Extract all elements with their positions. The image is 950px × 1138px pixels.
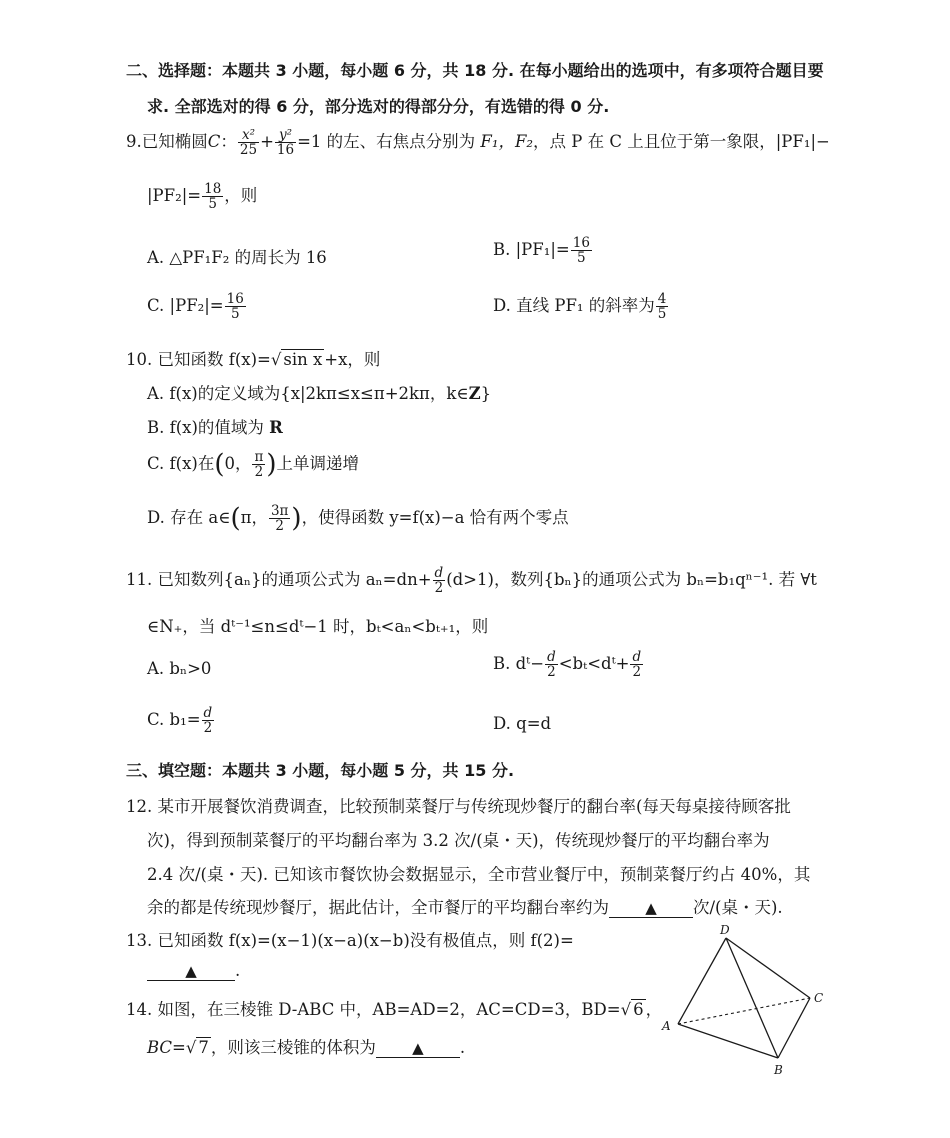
fraction: $\frac{4}{5}$ <box>657 291 667 323</box>
question-10-option-a: A. f(x)的定义域为{x|2kπ≤x≤π+2kπ，k∈Z} <box>147 384 492 403</box>
sqrt-content: sin x <box>283 350 323 369</box>
question-10-stem: 10. 已知函数 f(x)=√ sin x +x，则 <box>126 350 381 369</box>
vertex-label-c: C <box>814 991 824 1005</box>
question-12-line4: 余的都是传统现炒餐厅，据此估计，全市餐厅的平均翻台率约为 ▲ 次/(桌・天). <box>147 898 783 917</box>
question-9-option-b: B. |PF₁|= $\frac{16}{5}$ <box>493 235 590 267</box>
fraction: $\frac{16}{5}$ <box>572 235 590 267</box>
question-9-option-d: D. 直线 PF₁ 的斜率为 $\frac{4}{5}$ <box>493 291 667 323</box>
question-12-line2: 次)，得到预制菜餐厅的平均翻台率为 3.2 次/(桌・天)，传统现炒餐厅的平均翻台率为 <box>147 831 770 850</box>
section-3-header: 三、填空题：本题共 3 小题，每小题 5 分，共 15 分. <box>126 761 515 780</box>
fraction: $\frac{3\pi}{2}$ <box>270 503 289 535</box>
edge-ac-hidden <box>678 998 810 1024</box>
question-12-line3: 2.4 次/(桌・天). 已知该市餐饮协会数据显示，全市营业餐厅中，预制菜餐厅约占 40%，其 <box>147 865 811 884</box>
fraction: $\frac{d}{2}$ <box>203 705 213 737</box>
question-9-option-c: C. |PF₂|= $\frac{16}{5}$ <box>147 291 244 323</box>
question-11-option-a: A. bₙ>0 <box>147 659 212 678</box>
sqrt-sign: √ <box>185 1038 197 1057</box>
question-13-line2: ▲ . <box>147 961 240 981</box>
fraction: $\frac{\pi}{2}$ <box>254 449 264 481</box>
question-14-line1: 14. 如图，在三棱锥 D-ABC 中，AB=AD=2，AC=CD=3，BD=√ 6 ， <box>126 1000 663 1019</box>
fraction-x2-25: $\frac{\text{x²}}{25}$ <box>239 127 258 159</box>
answer-blank[interactable] <box>609 898 693 918</box>
question-11-option-c: C. b₁= $\frac{d}{2}$ <box>147 705 213 737</box>
tetrahedron-figure <box>650 920 840 1080</box>
question-9-option-a: A. △PF₁F₂ 的周长为 16 <box>147 248 327 267</box>
foci: F₁，F₂ <box>480 132 534 152</box>
vertex-label-a: A <box>662 1019 671 1033</box>
question-10-option-d: D. 存在 a∈(π， $\frac{3\pi}{2}$ )，使得函数 y=f(x)−a 恰有两个零点 <box>147 503 569 535</box>
answer-blank[interactable] <box>376 1038 460 1058</box>
section-2-header-line2: 求. 全部选对的得 6 分，部分选对的得部分分，有选错的得 0 分. <box>147 97 610 116</box>
section-2-header-line1: 二、选择题：本题共 3 小题，每小题 6 分，共 18 分. 在每小题给出的选项中，有多项符合题目要 <box>126 61 824 80</box>
triangle-icon: ▲ <box>185 962 197 980</box>
question-11-option-d: D. q=d <box>493 714 552 733</box>
fraction: $\frac{d}{2}$ <box>434 565 444 597</box>
vertex-label-b: B <box>774 1063 783 1077</box>
sqrt-sign: √ <box>270 350 282 369</box>
question-10-option-b: B. f(x)的值域为 R <box>147 418 283 437</box>
edge-da <box>678 938 726 1024</box>
sqrt-content: 7 <box>198 1038 209 1057</box>
vertex-label-d: D <box>720 923 730 937</box>
left-paren: ( <box>214 449 225 480</box>
question-number: 9. <box>126 132 142 152</box>
fraction-18-5: $\frac{18}{5}$ <box>204 181 222 213</box>
fraction: $\frac{d}{2}$ <box>547 649 556 681</box>
right-paren: ) <box>291 503 302 534</box>
question-9-stem-line2: |PF₂|= $\frac{18}{5}$ ，则 <box>147 181 258 213</box>
question-14-line2: BC=√ 7 ，则该三棱锥的体积为 ▲ . <box>147 1038 466 1057</box>
fraction: $\frac{d}{2}$ <box>632 649 642 681</box>
ellipse-name: C <box>207 132 221 152</box>
sqrt-sign: √ <box>620 1000 632 1019</box>
answer-blank[interactable] <box>147 961 235 981</box>
edge-bc <box>778 998 810 1058</box>
fraction: $\frac{16}{5}$ <box>226 291 244 323</box>
question-11-stem-line1: 11. 已知数列{aₙ}的通项公式为 aₙ=dn+ $\frac{d}{2}$ (d>1)，数列{bₙ}的通项公式为 bₙ=b₁qⁿ⁻¹. 若 ∀t <box>126 565 817 597</box>
triangle-icon: ▲ <box>645 899 657 917</box>
question-11-stem-line2: ∈N₊，当 dᵗ⁻¹≤n≤dᵗ−1 时，bₜ<aₙ<bₜ₊₁，则 <box>147 617 489 636</box>
fraction-y2-16: $\frac{\text{y²}}{16}$ <box>276 127 295 159</box>
stem-text: 已知椭圆 <box>141 132 208 152</box>
edge-ab <box>678 1024 778 1058</box>
colon: ： <box>220 132 237 152</box>
question-10-option-c: C. f(x)在(0， $\frac{\pi}{2}$ )上单调递增 <box>147 449 360 481</box>
sqrt-content: 6 <box>633 1000 644 1019</box>
triangle-icon: ▲ <box>412 1039 424 1057</box>
left-paren: ( <box>230 503 241 534</box>
question-11-option-b: B. dᵗ− $\frac{d}{2}$ <bₜ<dᵗ+ $\frac{d}{2}$ <box>493 649 642 681</box>
right-paren: ) <box>266 449 277 480</box>
question-9-stem-line1: 9.已知椭圆C： $\frac{\text{x²}}{25}$ + $\frac{\text{y²}}{16}$ =1 的左、右焦点分别为 F₁，F₂，点 P 在 C 上且位于第一象限，|PF₁|− <box>126 127 830 159</box>
question-12-line1: 12. 某市开展餐饮消费调查，比较预制菜餐厅与传统现炒餐厅的翻台率(每天每桌接待顾客批 <box>126 797 791 816</box>
question-13-line1: 13. 已知函数 f(x)=(x−1)(x−a)(x−b)没有极值点，则 f(2)= <box>126 931 574 950</box>
